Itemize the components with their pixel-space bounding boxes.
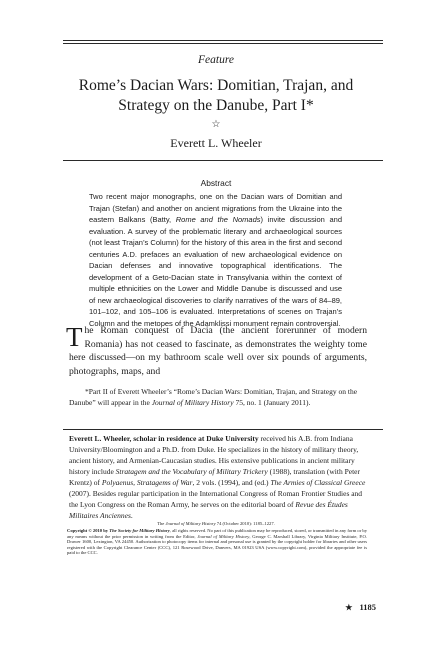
footnote-journal-title: Journal of Military History (151, 398, 234, 407)
bio-book-1: Stratagem and the Vocabulary of Military Trickery (115, 467, 268, 476)
abstract-heading: Abstract (200, 178, 232, 188)
bio-rule (63, 429, 383, 430)
page-star-icon: ★ (345, 603, 353, 612)
part-footnote (69, 386, 366, 408)
article-title-line-2: Strategy on the Danube, Part I* (118, 97, 314, 114)
top-rule-lower (63, 43, 383, 44)
bio-text-3: , 2 vols. (1994), and (ed.) (192, 478, 271, 487)
abstract-text-part-2: ) invite discussion and evaluation. A survey of the problematic literary and archaeological sources (not least Trajan’s Column) for the history of this area in the first and second centuries A.D. prefaces an evaluation of new archaeological evidence on Dacian defenses and innovative topographical identifications. The development of a Geto-Dacian state in Transylvania within the context of multiple ethnicities on the Lower and Middle Danube is discussed and use of new archaeological discoveries to clarify narratives of the wars of 84–89, 101–102, and 105–106 is evaluated. Interpretations of scenes on Trajan’s Column and the metopes of the Adamklissi monument remain controversial. (89, 215, 342, 328)
author-bio (69, 433, 366, 521)
drop-cap: T (66, 322, 83, 352)
bio-text-5: . (130, 511, 133, 520)
copyright-society: The Society for Military History (109, 528, 170, 533)
section-kicker: Feature (198, 54, 234, 66)
journal-citation-title: Journal of Military History (165, 521, 216, 526)
journal-citation (0, 521, 432, 527)
abstract-cited-book-title: Rome and the Nomads (175, 215, 261, 224)
journal-citation-pre: The (157, 521, 166, 526)
footnote-text-2: 75, no. 1 (January 2011). (233, 398, 311, 407)
bio-book-3: The Armies of Classical Greece (270, 478, 366, 487)
body-text: he Roman conquest of Dacia (the ancient forerunner of modern Romania) has not ceased to fascinate, as demonstrates the weighty tome here discussed—on my bathroom scale well over six pounds of arguments, photographs, maps, and (69, 325, 367, 377)
article-title-line-1: Rome’s Dacian Wars: Domitian, Trajan, and (78, 77, 354, 94)
bio-text-2: (1988), translation (with Peter Krentz) of (69, 467, 361, 487)
bio-journal-name: Revue des Études Militaires Anciennes (69, 500, 348, 520)
footnote-text-1: *Part II of Everett Wheeler’s “Rome’s Dacian Wars: Domitian, Trajan, and Strategy on the Danube” will appear in the (69, 387, 358, 407)
page-number-value: 1185 (359, 602, 376, 612)
header-rule (63, 160, 383, 161)
copyright-notice (67, 528, 367, 556)
bio-text-1: received his A.B. from Indiana University/Bloomington and a Ph.D. from Duke. He specializes in the history of military theory, ancient history, and Armenian-Caucasian studies. His extensive publications in ancient military history include (69, 434, 359, 476)
bio-author-affiliation: Everett L. Wheeler, scholar in residence at Duke University (69, 434, 259, 443)
abstract-text (89, 191, 342, 329)
copyright-text-1: , all rights reserved. No part of this publication may be reproduced, stored, or transmitted in any form or by any means without the prior permission in writing from the Editor, (67, 528, 367, 539)
copyright-text-2: , George C. Marshall Library, Virginia Military Institute, P.O. Drawer 1600, Lexington, VA 24450. Authorization to photocopy items for internal and personal use is granted by the copyright holder for libraries and other users registered with the Copyright Clearance Center (CCC), 121 Rosewood Drive, Danvers, MA 01923 USA (www.copyright.com), provided the appropriate fee is paid to the CCC. (67, 533, 367, 556)
journal-citation-post: 74 (October 2010): 1185–1227. (215, 521, 275, 526)
bio-book-2: Polyaenus, Stratagems of War (101, 478, 193, 487)
article-title (0, 76, 432, 116)
body-paragraph (66, 322, 367, 378)
copyright-journal: Journal of Military History (197, 533, 250, 539)
abstract-text-part-1: Two recent major monographs, one on the Dacian wars of Domitian and Trajan (Stefan) and another on ancient migrations from the Ukraine into the eastern Balkans (Batty, (89, 192, 342, 224)
star-ornament-icon: ☆ (211, 119, 221, 130)
page-number (345, 602, 376, 612)
top-rule-upper (63, 40, 383, 41)
author-name: Everett L. Wheeler (170, 136, 262, 150)
bio-text-4: (2007). Besides regular participation in the International Congress of Roman Frontier Studies and the Lyon Congress on the Roman Army, he serves on the editorial board of (69, 489, 363, 509)
copyright-prefix: Copyright © 2010 by (67, 528, 110, 533)
